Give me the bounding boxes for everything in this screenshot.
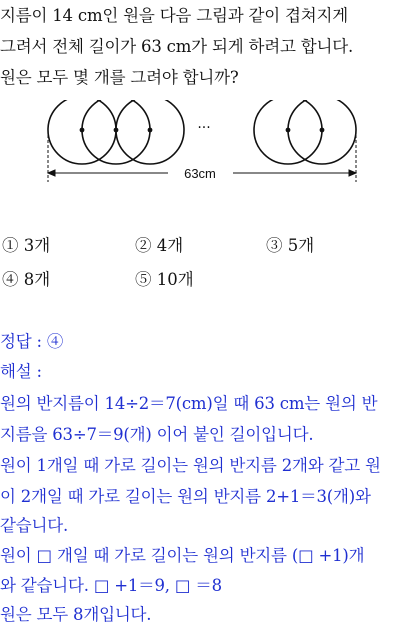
- center-dot-5: [320, 128, 325, 133]
- center-dot-2: [114, 128, 119, 133]
- arrow-left: [48, 170, 55, 176]
- choice-4-text: 8개: [23, 270, 51, 289]
- explanation-line-8: 원은 모두 8개입니다.: [0, 605, 152, 624]
- choice-2[interactable]: [135, 232, 183, 256]
- choice-3-text: 5개: [287, 236, 315, 255]
- choice-1-text: 3개: [23, 236, 51, 255]
- choice-3-mark: ③: [266, 236, 283, 255]
- overlapping-circles-figure: [38, 100, 368, 186]
- choice-5-text: 10개: [156, 270, 194, 289]
- center-dot-3: [148, 128, 153, 133]
- explanation-line-7: 와 같습니다. □ +1＝9, □ ＝8: [0, 576, 222, 595]
- choice-1-mark: ①: [2, 236, 19, 255]
- explanation-line-2: 지름을 63÷7＝9(개) 이어 붙인 길이입니다.: [0, 425, 314, 444]
- choice-2-text: 4개: [156, 236, 184, 255]
- choice-3[interactable]: [266, 232, 314, 256]
- choice-5-mark: ⑤: [135, 270, 152, 289]
- ellipsis: ···: [197, 120, 211, 136]
- explanation-line-3: 원이 1개일 때 가로 길이는 원의 반지름 2개와 같고 원: [0, 456, 381, 475]
- choice-4[interactable]: [2, 266, 50, 290]
- choice-2-mark: ②: [135, 236, 152, 255]
- answer-label: 정답 : ④: [0, 332, 64, 351]
- question-line-1: 지름이 14 cm인 원을 다음 그림과 같이 겹쳐지게: [0, 6, 348, 25]
- explanation-line-6: 원이 □ 개일 때 가로 길이는 원의 반지름 (□ +1)개: [0, 546, 365, 565]
- explanation-line-4: 이 2개일 때 가로 길이는 원의 반지름 2+1＝3(개)와: [0, 487, 371, 506]
- choice-5[interactable]: [135, 266, 194, 290]
- choice-4-mark: ④: [2, 270, 19, 289]
- question-line-3: 원은 모두 몇 개를 그려야 합니까?: [0, 68, 239, 87]
- center-dot-1: [80, 128, 85, 133]
- explanation-label: 해설 :: [0, 362, 42, 381]
- length-label: 63cm: [184, 166, 216, 181]
- arrow-right: [349, 170, 356, 176]
- explanation-line-5: 같습니다.: [0, 516, 69, 535]
- center-dot-4: [286, 128, 291, 133]
- choice-1[interactable]: [2, 232, 50, 256]
- question-line-2: 그려서 전체 길이가 63 cm가 되게 하려고 합니다.: [0, 37, 354, 56]
- explanation-line-1: 원의 반지름이 14÷2＝7(cm)일 때 63 cm는 원의 반: [0, 394, 378, 413]
